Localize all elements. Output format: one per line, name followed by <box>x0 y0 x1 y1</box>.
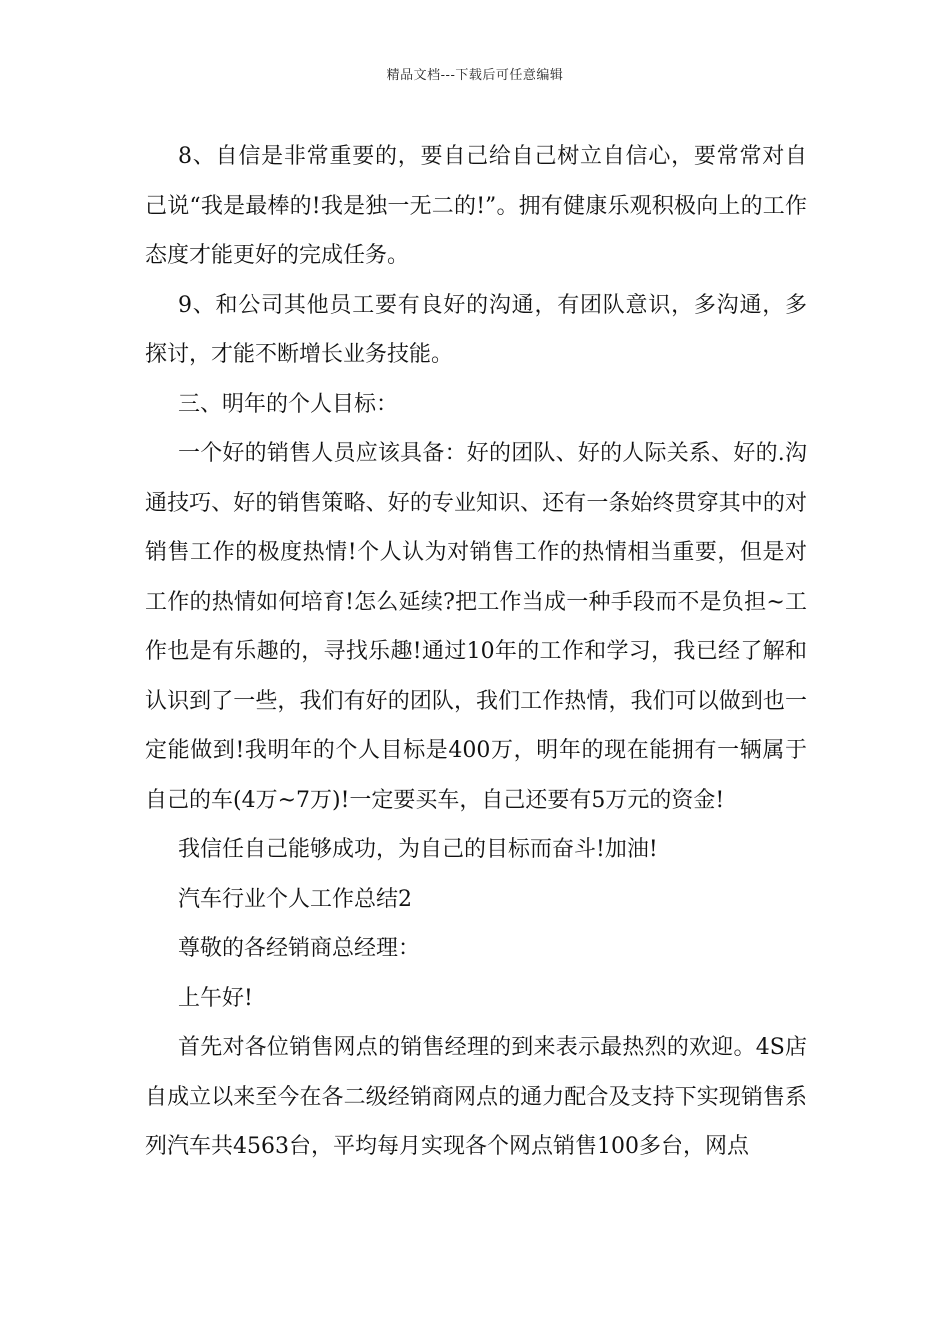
greeting: 上午好! <box>178 985 253 1011</box>
paragraph-confidence: 8、自信是非常重要的，要自己给自己树立自信心，要常常对自己说“我是最棒的!我是独一无二的!”。拥有健康乐观积极向上的工作态度才能更好的完成任务。 <box>145 144 807 268</box>
document-title-2: 汽车行业个人工作总结2 <box>178 886 412 912</box>
paragraph-welcome: 首先对各位销售网点的销售经理的到来表示最热烈的欢迎。4S店自成立以来至今在各二级经销商网点的通力配合及支持下实现销售系列汽车共4563台，平均每月实现各个网点销售100多台，网点 <box>145 1035 807 1159</box>
paragraph-encouragement: 我信任自己能够成功，为自己的目标而奋斗!加油! <box>178 837 658 862</box>
section-heading-goals: 三、明年的个人目标： <box>178 391 399 417</box>
document-body <box>145 132 807 1172</box>
paragraph-communication: 9、和公司其他员工要有良好的沟通，有团队意识，多沟通，多探讨，才能不断增长业务技能。 <box>145 292 807 367</box>
salutation: 尊敬的各经销商总经理： <box>178 936 421 961</box>
page-header: 精品文档---下载后可任意编辑 <box>386 68 564 83</box>
paragraph-goals: 一个好的销售人员应该具备：好的团队、好的人际关系、好的.沟通技巧、好的销售策略、好的专业知识、还有一条始终贯穿其中的对销售工作的极度热情!个人认为对销售工作的热情相当重要，但是对工作的热情如何培育!怎么延续?把工作当成一种手段而不是负担~工作也是有乐趣的，寻找乐趣!通过10年的工作和学习，我已经了解和认识到了一些，我们有好的团队，我们工作热情，我们可以做到也一定能做到!我明年的个人目标是400万，明年的现在能拥有一辆属于自己的车(4万~7万)!一定要买车，自己还要有5万元的资金! <box>145 441 807 813</box>
